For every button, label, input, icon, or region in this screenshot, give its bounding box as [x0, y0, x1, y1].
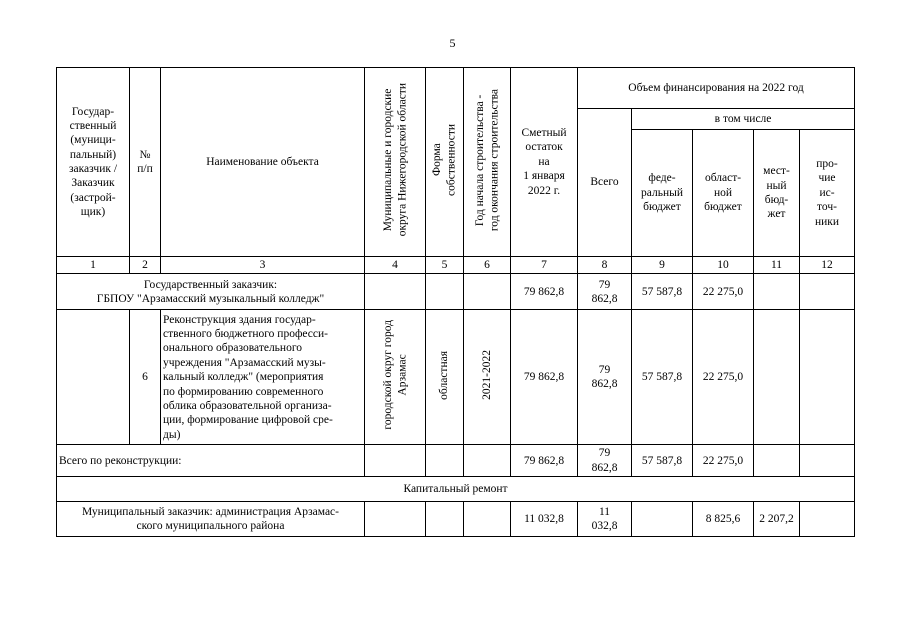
empty-cell: [754, 445, 800, 477]
reconstruction-total-row: [57, 445, 855, 477]
customer-label: Государственный заказчик: ГБПОУ "Арзамасский музыкальный колледж": [57, 274, 365, 310]
header-years: [464, 68, 511, 257]
column-number: 5: [426, 257, 464, 274]
header-ownership: [426, 68, 464, 257]
column-numbers-row: [57, 257, 855, 274]
header-regional: област- ной бюджет: [693, 130, 754, 257]
header-row-1: [57, 68, 855, 109]
empty-cell: [800, 274, 855, 310]
empty-cell: [426, 274, 464, 310]
federal-value: 57 587,8: [632, 445, 693, 477]
empty-cell: [426, 502, 464, 537]
financing-table: [56, 67, 855, 537]
object-ownership: [426, 310, 464, 445]
customer-row: [57, 274, 855, 310]
header-estimated-balance: Сметный остаток на 1 января 2022 г.: [511, 68, 578, 257]
empty-cell: [632, 502, 693, 537]
column-number: 2: [130, 257, 161, 274]
municipal-customer-row: [57, 502, 855, 537]
object-ownership-text: областная: [438, 350, 451, 400]
column-number: 4: [365, 257, 426, 274]
header-federal: феде- ральный бюджет: [632, 130, 693, 257]
total-value: 79 862,8: [578, 274, 632, 310]
estimated-value: 79 862,8: [511, 274, 578, 310]
empty-cell: [800, 310, 855, 445]
column-number: 12: [800, 257, 855, 274]
municipal-customer-label: Муниципальный заказчик: администрация Арзамас- ского муниципального района: [57, 502, 365, 537]
empty-cell: [800, 502, 855, 537]
header-total: Всего: [578, 109, 632, 257]
empty-cell: [426, 445, 464, 477]
empty-cell: [464, 502, 511, 537]
header-including: в том числе: [632, 109, 855, 130]
empty-cell: [800, 445, 855, 477]
regional-value: 22 275,0: [693, 274, 754, 310]
estimated-value: 79 862,8: [511, 445, 578, 477]
header-funding-volume: Объем финансирования на 2022 год: [578, 68, 855, 109]
column-number: 11: [754, 257, 800, 274]
column-number: 10: [693, 257, 754, 274]
empty-cell: [365, 274, 426, 310]
header-object-name: Наименование объекта: [161, 68, 365, 257]
total-value: 79 862,8: [578, 445, 632, 477]
column-number: 6: [464, 257, 511, 274]
column-number: 9: [632, 257, 693, 274]
page-number: 5: [449, 36, 456, 50]
total-value: 11 032,8: [578, 502, 632, 537]
header-other: про- чие ис- точ- ники: [800, 130, 855, 257]
empty-cell: [365, 445, 426, 477]
object-years: [464, 310, 511, 445]
empty-cell: [754, 274, 800, 310]
header-local: мест- ный бюд- жет: [754, 130, 800, 257]
column-number: 1: [57, 257, 130, 274]
local-value: 2 207,2: [754, 502, 800, 537]
capital-repair-row: [57, 477, 855, 502]
empty-cell: [464, 274, 511, 310]
regional-value: 8 825,6: [693, 502, 754, 537]
header-number: № п/п: [130, 68, 161, 257]
object-years-text: 2021-2022: [480, 350, 493, 401]
object-row: [57, 310, 855, 445]
object-number: 6: [130, 310, 161, 445]
object-name: Реконструкция здания государ- ственного бюджетного професси- онального образовательного учреждения "Арзамасский музы- кальный колледж" (мероприятия по формированию современного облика образовательной организа- ции, формирование цифровой сре- ды): [161, 310, 365, 445]
header-customer: Государ- ственный (муници- пальный) заказчик / Заказчик (застрой- щик): [57, 68, 130, 257]
column-number: 3: [161, 257, 365, 274]
estimated-value: 79 862,8: [511, 310, 578, 445]
empty-cell: [464, 445, 511, 477]
empty-cell: [57, 310, 130, 445]
header-years-text: Год начала строительства - год окончания строительства: [473, 88, 500, 231]
object-district-text: городской округ город Арзамас: [381, 320, 408, 430]
header-municipal-district: [365, 68, 426, 257]
object-district: [365, 310, 426, 445]
header-municipal-district-text: Муниципальные и городские округа Нижегородской области: [381, 83, 408, 237]
federal-value: 57 587,8: [632, 274, 693, 310]
empty-cell: [365, 502, 426, 537]
regional-value: 22 275,0: [693, 310, 754, 445]
regional-value: 22 275,0: [693, 445, 754, 477]
reconstruction-total-label: Всего по реконструкции:: [57, 445, 365, 477]
estimated-value: 11 032,8: [511, 502, 578, 537]
federal-value: 57 587,8: [632, 310, 693, 445]
column-number: 7: [511, 257, 578, 274]
total-value: 79 862,8: [578, 310, 632, 445]
column-number: 8: [578, 257, 632, 274]
empty-cell: [754, 310, 800, 445]
capital-repair-label: Капитальный ремонт: [57, 477, 855, 502]
header-ownership-text: Форма собственности: [431, 123, 458, 196]
